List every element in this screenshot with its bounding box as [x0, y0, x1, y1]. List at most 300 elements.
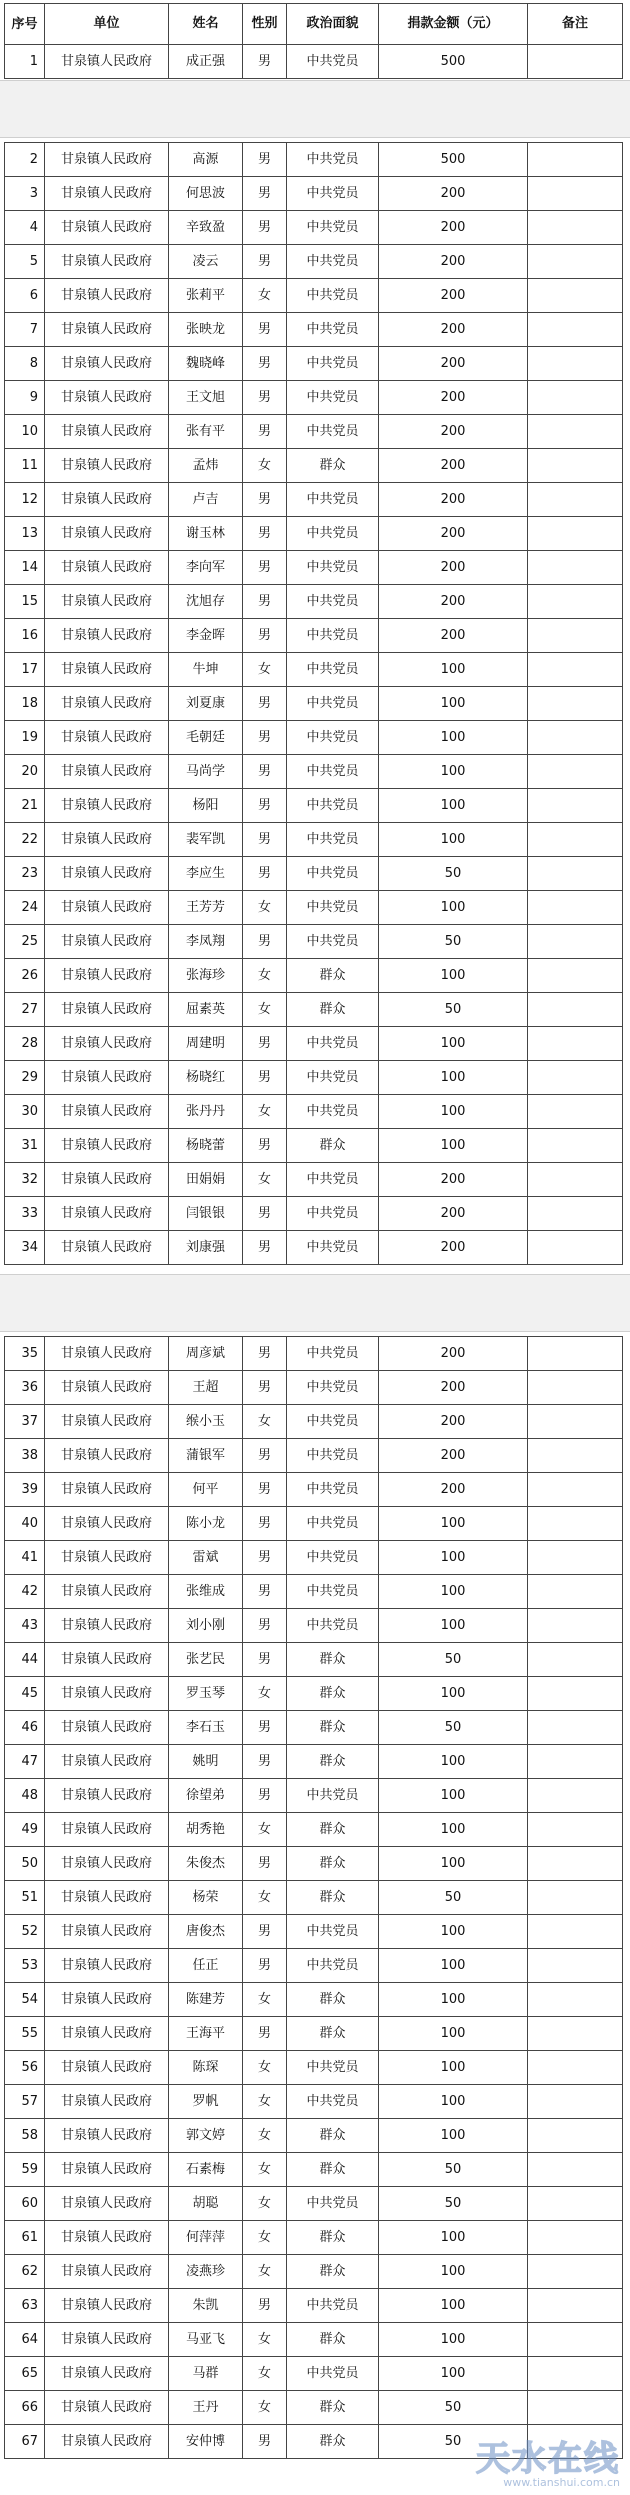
cell-unit: 甘泉镇人民政府: [45, 585, 169, 619]
cell-name: 刘夏康: [169, 687, 243, 721]
cell-remark: [528, 959, 623, 993]
cell-gender: 男: [243, 585, 287, 619]
cell-name: 李凤翔: [169, 925, 243, 959]
cell-political: 群众: [287, 449, 379, 483]
cell-political: 群众: [287, 1711, 379, 1745]
cell-amount: 100: [379, 755, 528, 789]
cell-seq: 7: [5, 313, 45, 347]
cell-remark: [528, 585, 623, 619]
cell-gender: 男: [243, 415, 287, 449]
cell-unit: 甘泉镇人民政府: [45, 891, 169, 925]
cell-seq: 62: [5, 2255, 45, 2289]
cell-gender: 男: [243, 1197, 287, 1231]
cell-seq: 9: [5, 381, 45, 415]
cell-seq: 58: [5, 2119, 45, 2153]
table-row: [5, 653, 623, 687]
cell-political: 中共党员: [287, 483, 379, 517]
cell-name: 胡秀艳: [169, 1813, 243, 1847]
cell-unit: 甘泉镇人民政府: [45, 2119, 169, 2153]
cell-name: 缑小玉: [169, 1405, 243, 1439]
page-edge-top: [0, 1274, 630, 1275]
cell-name: 张维成: [169, 1575, 243, 1609]
table-row: [5, 1197, 623, 1231]
cell-seq: 61: [5, 2221, 45, 2255]
table-row: [5, 1371, 623, 1405]
cell-unit: 甘泉镇人民政府: [45, 1609, 169, 1643]
cell-name: 谢玉林: [169, 517, 243, 551]
cell-amount: 200: [379, 585, 528, 619]
cell-name: 裴军凯: [169, 823, 243, 857]
cell-unit: 甘泉镇人民政府: [45, 143, 169, 177]
cell-gender: 男: [243, 755, 287, 789]
table-row: [5, 1473, 623, 1507]
cell-amount: 100: [379, 2051, 528, 2085]
table-row: [5, 925, 623, 959]
cell-political: 群众: [287, 1881, 379, 1915]
cell-unit: 甘泉镇人民政府: [45, 857, 169, 891]
cell-unit: 甘泉镇人民政府: [45, 1405, 169, 1439]
page-edge-bottom: [0, 137, 630, 138]
cell-unit: 甘泉镇人民政府: [45, 1541, 169, 1575]
cell-political: 群众: [287, 2017, 379, 2051]
cell-remark: [528, 347, 623, 381]
table-row: [5, 279, 623, 313]
table-row: [5, 1881, 623, 1915]
cell-gender: 男: [243, 211, 287, 245]
table-row: [5, 585, 623, 619]
cell-gender: 男: [243, 2425, 287, 2459]
cell-seq: 37: [5, 1405, 45, 1439]
cell-seq: 12: [5, 483, 45, 517]
cell-seq: 40: [5, 1507, 45, 1541]
cell-seq: 5: [5, 245, 45, 279]
cell-political: 中共党员: [287, 619, 379, 653]
cell-gender: 女: [243, 2221, 287, 2255]
cell-unit: 甘泉镇人民政府: [45, 279, 169, 313]
cell-gender: 女: [243, 993, 287, 1027]
cell-gender: 女: [243, 449, 287, 483]
table-row: [5, 687, 623, 721]
table-row: [5, 2357, 623, 2391]
cell-remark: [528, 789, 623, 823]
table-row: [5, 1779, 623, 1813]
cell-political: 中共党员: [287, 279, 379, 313]
cell-unit: 甘泉镇人民政府: [45, 449, 169, 483]
cell-name: 任正: [169, 1949, 243, 1983]
cell-seq: 44: [5, 1643, 45, 1677]
cell-political: 中共党员: [287, 415, 379, 449]
cell-seq: 26: [5, 959, 45, 993]
cell-amount: 200: [379, 1337, 528, 1371]
cell-gender: 男: [243, 483, 287, 517]
cell-seq: 66: [5, 2391, 45, 2425]
cell-remark: [528, 721, 623, 755]
cell-political: 群众: [287, 2323, 379, 2357]
table-row: [5, 1983, 623, 2017]
header-amount: 捐款金额（元）: [379, 4, 528, 45]
cell-unit: 甘泉镇人民政府: [45, 1231, 169, 1265]
cell-seq: 10: [5, 415, 45, 449]
cell-unit: 甘泉镇人民政府: [45, 1473, 169, 1507]
cell-remark: [528, 857, 623, 891]
cell-remark: [528, 1949, 623, 1983]
cell-unit: 甘泉镇人民政府: [45, 1745, 169, 1779]
cell-gender: 女: [243, 2255, 287, 2289]
cell-gender: 男: [243, 1473, 287, 1507]
cell-political: 中共党员: [287, 1575, 379, 1609]
cell-remark: [528, 2323, 623, 2357]
cell-unit: 甘泉镇人民政府: [45, 1027, 169, 1061]
table-row: [5, 211, 623, 245]
cell-seq: 8: [5, 347, 45, 381]
cell-remark: [528, 2289, 623, 2323]
cell-amount: 100: [379, 959, 528, 993]
cell-political: 中共党员: [287, 2085, 379, 2119]
cell-gender: 男: [243, 687, 287, 721]
cell-remark: [528, 313, 623, 347]
cell-amount: 200: [379, 517, 528, 551]
cell-amount: 100: [379, 1779, 528, 1813]
cell-amount: 200: [379, 483, 528, 517]
cell-remark: [528, 1915, 623, 1949]
table-row: [5, 381, 623, 415]
cell-amount: 100: [379, 2357, 528, 2391]
cell-political: 中共党员: [287, 857, 379, 891]
cell-political: 群众: [287, 1677, 379, 1711]
table-row: [5, 1949, 623, 1983]
cell-unit: 甘泉镇人民政府: [45, 211, 169, 245]
cell-name: 何平: [169, 1473, 243, 1507]
cell-seq: 67: [5, 2425, 45, 2459]
cell-seq: 41: [5, 1541, 45, 1575]
cell-name: 安仲博: [169, 2425, 243, 2459]
cell-seq: 38: [5, 1439, 45, 1473]
cell-amount: 100: [379, 1095, 528, 1129]
cell-seq: 53: [5, 1949, 45, 1983]
cell-unit: 甘泉镇人民政府: [45, 2289, 169, 2323]
cell-gender: 男: [243, 45, 287, 79]
table-row: [5, 2391, 623, 2425]
cell-name: 王芳芳: [169, 891, 243, 925]
table-row: [5, 2085, 623, 2119]
table-row: [5, 245, 623, 279]
cell-gender: 男: [243, 177, 287, 211]
table-row: [5, 1677, 623, 1711]
cell-gender: 女: [243, 1983, 287, 2017]
donation-table-page-2: [4, 142, 623, 1265]
table-row: [5, 2187, 623, 2221]
cell-seq: 59: [5, 2153, 45, 2187]
cell-seq: 14: [5, 551, 45, 585]
cell-seq: 24: [5, 891, 45, 925]
cell-name: 王丹: [169, 2391, 243, 2425]
cell-seq: 33: [5, 1197, 45, 1231]
cell-amount: 200: [379, 347, 528, 381]
cell-political: 中共党员: [287, 245, 379, 279]
cell-name: 蒲银军: [169, 1439, 243, 1473]
table-row: [5, 993, 623, 1027]
cell-unit: 甘泉镇人民政府: [45, 619, 169, 653]
cell-remark: [528, 2051, 623, 2085]
cell-seq: 35: [5, 1337, 45, 1371]
cell-amount: 200: [379, 551, 528, 585]
cell-name: 张丹丹: [169, 1095, 243, 1129]
cell-seq: 36: [5, 1371, 45, 1405]
cell-political: 群众: [287, 959, 379, 993]
cell-political: 中共党员: [287, 823, 379, 857]
cell-amount: 100: [379, 721, 528, 755]
cell-unit: 甘泉镇人民政府: [45, 1711, 169, 1745]
cell-unit: 甘泉镇人民政府: [45, 347, 169, 381]
cell-remark: [528, 1027, 623, 1061]
cell-remark: [528, 2017, 623, 2051]
cell-political: 群众: [287, 1129, 379, 1163]
cell-amount: 200: [379, 1439, 528, 1473]
cell-gender: 男: [243, 1027, 287, 1061]
cell-gender: 女: [243, 1881, 287, 1915]
cell-amount: 100: [379, 1027, 528, 1061]
cell-unit: 甘泉镇人民政府: [45, 653, 169, 687]
header-name: 姓名: [169, 4, 243, 45]
table-row: [5, 1575, 623, 1609]
cell-political: 中共党员: [287, 1915, 379, 1949]
cell-remark: [528, 1643, 623, 1677]
cell-amount: 100: [379, 1847, 528, 1881]
cell-remark: [528, 1677, 623, 1711]
cell-name: 凌燕珍: [169, 2255, 243, 2289]
cell-unit: 甘泉镇人民政府: [45, 1847, 169, 1881]
cell-gender: 男: [243, 1337, 287, 1371]
cell-name: 闫银银: [169, 1197, 243, 1231]
cell-remark: [528, 2153, 623, 2187]
cell-amount: 200: [379, 1371, 528, 1405]
donation-table-page-1: [4, 3, 623, 79]
cell-name: 杨荣: [169, 1881, 243, 1915]
table-row: [5, 1163, 623, 1197]
cell-remark: [528, 415, 623, 449]
cell-unit: 甘泉镇人民政府: [45, 2357, 169, 2391]
cell-political: 群众: [287, 2255, 379, 2289]
cell-remark: [528, 823, 623, 857]
cell-gender: 男: [243, 1915, 287, 1949]
header-gender: 性别: [243, 4, 287, 45]
cell-unit: 甘泉镇人民政府: [45, 517, 169, 551]
cell-gender: 女: [243, 279, 287, 313]
cell-political: 中共党员: [287, 347, 379, 381]
cell-amount: 100: [379, 823, 528, 857]
cell-gender: 男: [243, 1711, 287, 1745]
cell-remark: [528, 177, 623, 211]
cell-name: 张有平: [169, 415, 243, 449]
table-row: [5, 1847, 623, 1881]
table-row: [5, 1337, 623, 1371]
cell-name: 徐望弟: [169, 1779, 243, 1813]
cell-name: 何萍萍: [169, 2221, 243, 2255]
cell-remark: [528, 143, 623, 177]
cell-gender: 男: [243, 2289, 287, 2323]
cell-political: 中共党员: [287, 687, 379, 721]
cell-seq: 6: [5, 279, 45, 313]
cell-amount: 100: [379, 2221, 528, 2255]
cell-political: 中共党员: [287, 1163, 379, 1197]
cell-remark: [528, 1231, 623, 1265]
cell-name: 刘小刚: [169, 1609, 243, 1643]
cell-remark: [528, 1847, 623, 1881]
cell-amount: 200: [379, 313, 528, 347]
cell-remark: [528, 1405, 623, 1439]
table-row: [5, 551, 623, 585]
cell-gender: 女: [243, 891, 287, 925]
cell-remark: [528, 2255, 623, 2289]
cell-seq: 3: [5, 177, 45, 211]
cell-seq: 16: [5, 619, 45, 653]
cell-unit: 甘泉镇人民政府: [45, 1095, 169, 1129]
cell-political: 群众: [287, 1983, 379, 2017]
cell-seq: 63: [5, 2289, 45, 2323]
table-row: [5, 1061, 623, 1095]
cell-seq: 49: [5, 1813, 45, 1847]
cell-amount: 100: [379, 891, 528, 925]
cell-remark: [528, 2119, 623, 2153]
cell-name: 何思波: [169, 177, 243, 211]
cell-remark: [528, 653, 623, 687]
cell-name: 陈建芳: [169, 1983, 243, 2017]
cell-amount: 100: [379, 687, 528, 721]
table-row: [5, 2255, 623, 2289]
cell-amount: 100: [379, 1129, 528, 1163]
table-row: [5, 755, 623, 789]
cell-amount: 50: [379, 857, 528, 891]
cell-name: 石素梅: [169, 2153, 243, 2187]
table-row: [5, 2289, 623, 2323]
cell-name: 杨晓红: [169, 1061, 243, 1095]
cell-seq: 65: [5, 2357, 45, 2391]
cell-unit: 甘泉镇人民政府: [45, 2051, 169, 2085]
cell-remark: [528, 1541, 623, 1575]
cell-political: 中共党员: [287, 1473, 379, 1507]
cell-amount: 50: [379, 925, 528, 959]
cell-political: 中共党员: [287, 1405, 379, 1439]
header-seq: 序号: [5, 4, 45, 45]
cell-amount: 100: [379, 2017, 528, 2051]
cell-gender: 女: [243, 1095, 287, 1129]
cell-seq: 45: [5, 1677, 45, 1711]
cell-gender: 男: [243, 1231, 287, 1265]
cell-political: 中共党员: [287, 2051, 379, 2085]
cell-political: 群众: [287, 2221, 379, 2255]
cell-unit: 甘泉镇人民政府: [45, 45, 169, 79]
cell-gender: 女: [243, 1677, 287, 1711]
cell-political: 中共党员: [287, 721, 379, 755]
cell-seq: 29: [5, 1061, 45, 1095]
cell-unit: 甘泉镇人民政府: [45, 2153, 169, 2187]
cell-unit: 甘泉镇人民政府: [45, 1337, 169, 1371]
cell-unit: 甘泉镇人民政府: [45, 381, 169, 415]
cell-name: 王超: [169, 1371, 243, 1405]
cell-name: 姚明: [169, 1745, 243, 1779]
cell-seq: 39: [5, 1473, 45, 1507]
cell-unit: 甘泉镇人民政府: [45, 415, 169, 449]
cell-remark: [528, 2187, 623, 2221]
table-row: [5, 1405, 623, 1439]
header-unit: 单位: [45, 4, 169, 45]
cell-unit: 甘泉镇人民政府: [45, 2425, 169, 2459]
cell-seq: 18: [5, 687, 45, 721]
cell-amount: 200: [379, 279, 528, 313]
table-row: [5, 789, 623, 823]
cell-unit: 甘泉镇人民政府: [45, 1371, 169, 1405]
cell-amount: 100: [379, 1609, 528, 1643]
cell-remark: [528, 1439, 623, 1473]
cell-unit: 甘泉镇人民政府: [45, 2323, 169, 2357]
cell-name: 毛朝廷: [169, 721, 243, 755]
page-edge-bottom: [0, 1331, 630, 1332]
cell-gender: 男: [243, 619, 287, 653]
cell-amount: 100: [379, 1983, 528, 2017]
cell-amount: 200: [379, 415, 528, 449]
cell-name: 罗帆: [169, 2085, 243, 2119]
cell-seq: 17: [5, 653, 45, 687]
cell-gender: 男: [243, 1439, 287, 1473]
cell-name: 张莉平: [169, 279, 243, 313]
cell-unit: 甘泉镇人民政府: [45, 755, 169, 789]
cell-gender: 男: [243, 1847, 287, 1881]
table-row: [5, 1129, 623, 1163]
cell-unit: 甘泉镇人民政府: [45, 1197, 169, 1231]
cell-seq: 2: [5, 143, 45, 177]
cell-unit: 甘泉镇人民政府: [45, 1949, 169, 1983]
cell-unit: 甘泉镇人民政府: [45, 2255, 169, 2289]
cell-amount: 200: [379, 177, 528, 211]
cell-amount: 100: [379, 789, 528, 823]
cell-remark: [528, 1507, 623, 1541]
table-row: [5, 959, 623, 993]
cell-gender: 男: [243, 1061, 287, 1095]
cell-unit: 甘泉镇人民政府: [45, 993, 169, 1027]
cell-seq: 31: [5, 1129, 45, 1163]
cell-political: 中共党员: [287, 1231, 379, 1265]
cell-name: 马群: [169, 2357, 243, 2391]
cell-amount: 50: [379, 2187, 528, 2221]
cell-unit: 甘泉镇人民政府: [45, 1983, 169, 2017]
cell-gender: 男: [243, 823, 287, 857]
cell-remark: [528, 211, 623, 245]
cell-gender: 女: [243, 1813, 287, 1847]
cell-seq: 34: [5, 1231, 45, 1265]
cell-seq: 20: [5, 755, 45, 789]
cell-unit: 甘泉镇人民政府: [45, 1643, 169, 1677]
cell-name: 唐俊杰: [169, 1915, 243, 1949]
cell-name: 雷斌: [169, 1541, 243, 1575]
cell-unit: 甘泉镇人民政府: [45, 2085, 169, 2119]
cell-gender: 男: [243, 1575, 287, 1609]
cell-name: 杨阳: [169, 789, 243, 823]
cell-name: 张艺民: [169, 1643, 243, 1677]
table-row: [5, 2153, 623, 2187]
cell-remark: [528, 993, 623, 1027]
cell-amount: 100: [379, 1949, 528, 1983]
page-edge-top: [0, 80, 630, 81]
cell-gender: 女: [243, 2153, 287, 2187]
cell-seq: 23: [5, 857, 45, 891]
cell-name: 朱凯: [169, 2289, 243, 2323]
cell-political: 中共党员: [287, 1949, 379, 1983]
cell-gender: 女: [243, 2187, 287, 2221]
cell-remark: [528, 755, 623, 789]
cell-gender: 男: [243, 1643, 287, 1677]
cell-political: 群众: [287, 2153, 379, 2187]
cell-political: 中共党员: [287, 551, 379, 585]
